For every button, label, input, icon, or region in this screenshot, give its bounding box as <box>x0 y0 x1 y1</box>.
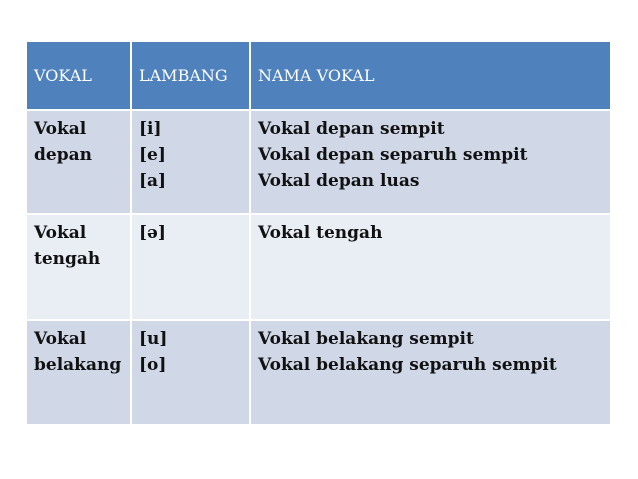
cell-text: belakang <box>34 355 122 375</box>
cell-text: [u] <box>139 329 168 349</box>
vowel-table <box>27 42 610 426</box>
cell-text: [i] <box>139 119 162 139</box>
cell-lambang <box>132 215 251 321</box>
cell-text: Vokal depan luas <box>258 171 420 191</box>
cell-text: Vokal <box>34 119 87 139</box>
cell-text: [ə] <box>139 223 166 243</box>
cell-vokal <box>27 111 132 215</box>
header-row <box>27 42 610 111</box>
cell-text: tengah <box>34 249 101 269</box>
cell-text: [o] <box>139 355 167 375</box>
table-row <box>27 215 610 321</box>
table-row <box>27 321 610 426</box>
cell-text: Vokal depan sempit <box>258 119 445 139</box>
cell-text: Vokal belakang separuh sempit <box>258 355 557 375</box>
cell-lambang <box>132 111 251 215</box>
cell-nama-vokal <box>251 215 610 321</box>
cell-nama-vokal <box>251 321 610 426</box>
cell-text: Vokal <box>34 329 87 349</box>
header-vokal: VOKAL <box>27 42 132 111</box>
cell-vokal <box>27 215 132 321</box>
cell-lambang <box>132 321 251 426</box>
cell-text: depan <box>34 145 92 165</box>
header-nama-vokal: NAMA VOKAL <box>251 42 610 111</box>
header-lambang: LAMBANG <box>132 42 251 111</box>
cell-nama-vokal <box>251 111 610 215</box>
cell-vokal <box>27 321 132 426</box>
table-row <box>27 111 610 215</box>
cell-text: [a] <box>139 171 167 191</box>
cell-text: Vokal belakang sempit <box>258 329 474 349</box>
cell-text: Vokal <box>34 223 87 243</box>
cell-text: Vokal depan separuh sempit <box>258 145 528 165</box>
cell-text: [e] <box>139 145 166 165</box>
cell-text: Vokal tengah <box>258 223 383 243</box>
